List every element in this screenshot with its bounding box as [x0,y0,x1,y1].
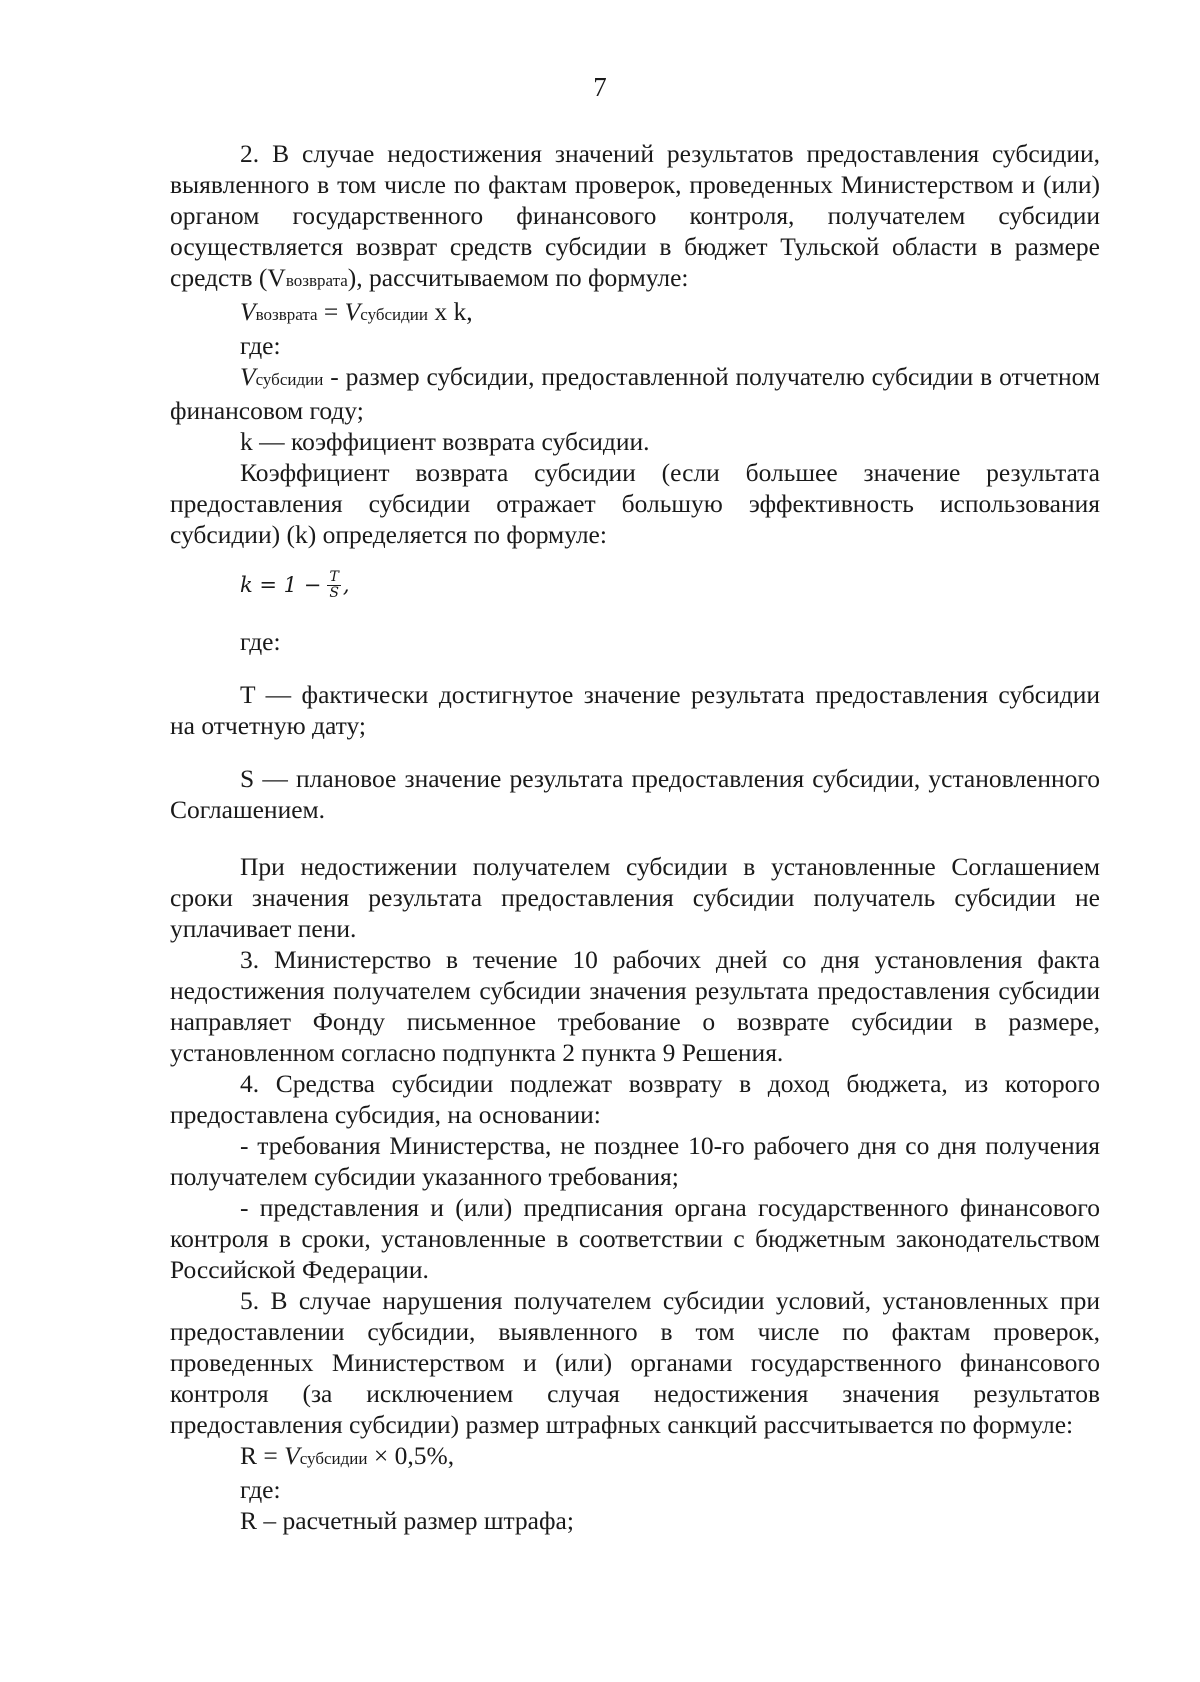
k-definition: k — коэффициент возврата субсидии. [240,427,650,456]
formula-k-end: , [342,572,350,597]
formula-r: R = [240,1441,285,1470]
where-label: где: [240,1475,281,1504]
subscript: субсидии [299,1449,368,1468]
paragraph-4: 4. Средства субсидии подлежат возврату в доход бюджета, из которого предоставлена субсидия, на основании: [170,1069,1100,1129]
formula-end: × 0,5%, [367,1441,455,1470]
subscript: субсидии [360,305,428,324]
fraction [327,570,341,601]
penalty-paragraph: При недостижении получателем субсидии в установленные Соглашением сроки значения результата предоставления субсидии получатель субсидии не уплачивает пени. [170,852,1100,943]
t-definition: T — фактически достигнутое значение результата предоставления субсидии на отчетную дату; [170,680,1100,740]
fraction-numerator: T [329,568,339,585]
paragraph-4-item-a: - требования Министерства, не позднее 10-го рабочего дня со дня получения получателем субсидии указанного требования; [170,1131,1100,1191]
formula-var: V [344,297,361,326]
where-label: где: [240,331,281,360]
definition-text: - размер субсидии, предоставленной получателю субсидии в отчетном финансовом году; [170,362,1100,425]
formula-k-left: k = 1 − [240,572,322,597]
s-definition: S — плановое значение результата предоставления субсидии, установленного Соглашением. [170,764,1100,824]
subscript: субсидии [255,370,324,389]
paragraph-2-end: ), рассчитываемом по формуле: [347,263,689,292]
formula-end: x k, [427,297,473,326]
formula-eq: = [317,297,345,326]
paragraph-2-text: 2. В случае недостижения значений результатов предоставления субсидии, выявленного в том числе по фактам проверок, проведенных Министерством и (или) органом государственного финансового контроля, получателем субсидии осуществляется возврат средств субсидии в бюджет Тульской области в размере средств (V [170,139,1100,292]
r-definition: R – расчетный размер штрафа; [240,1506,574,1535]
page-content [170,138,1100,1536]
page-number: 7 [593,72,607,102]
fraction-denominator: S [329,584,339,601]
paragraph-4-item-b: - представления и (или) предписания органа государственного финансового контроля в сроки, установленные в соответствии с бюджетным законодательством Российской Федерации. [170,1193,1100,1284]
formula-fine [170,1440,1100,1474]
paragraph-2 [170,138,1100,296]
formula-var: V [240,297,256,326]
formula-return [170,296,1100,330]
where-label: где: [240,627,281,656]
formula-var: V [240,362,256,391]
formula-k [170,562,1100,608]
paragraph-5: 5. В случае нарушения получателем субсидии условий, установленных при предоставлении субсидии, выявленного в том числе по фактам проверок, проведенных Министерством и (или) органами государственного финансового контроля (за исключением случая недостижения значения результатов предоставления субсидии) размер штрафных санкций рассчитывается по формуле: [170,1286,1100,1439]
subscript: возврата [285,271,348,290]
coefficient-paragraph: Коэффициент возврата субсидии (если большее значение результата предоставления субсидии отражает большую эффективность использования субсидии) (k) определяется по формуле: [170,458,1100,549]
v-subsidy-definition [170,361,1100,426]
paragraph-3: 3. Министерство в течение 10 рабочих дней со дня установления факта недостижения получателем субсидии значения результата предоставления субсидии направляет Фонду письменное требование о возврате субсидии в размере, установленном согласно подпункта 2 пункта 9 Решения. [170,945,1100,1067]
subscript: возврата [255,305,318,324]
formula-var: V [284,1441,300,1470]
